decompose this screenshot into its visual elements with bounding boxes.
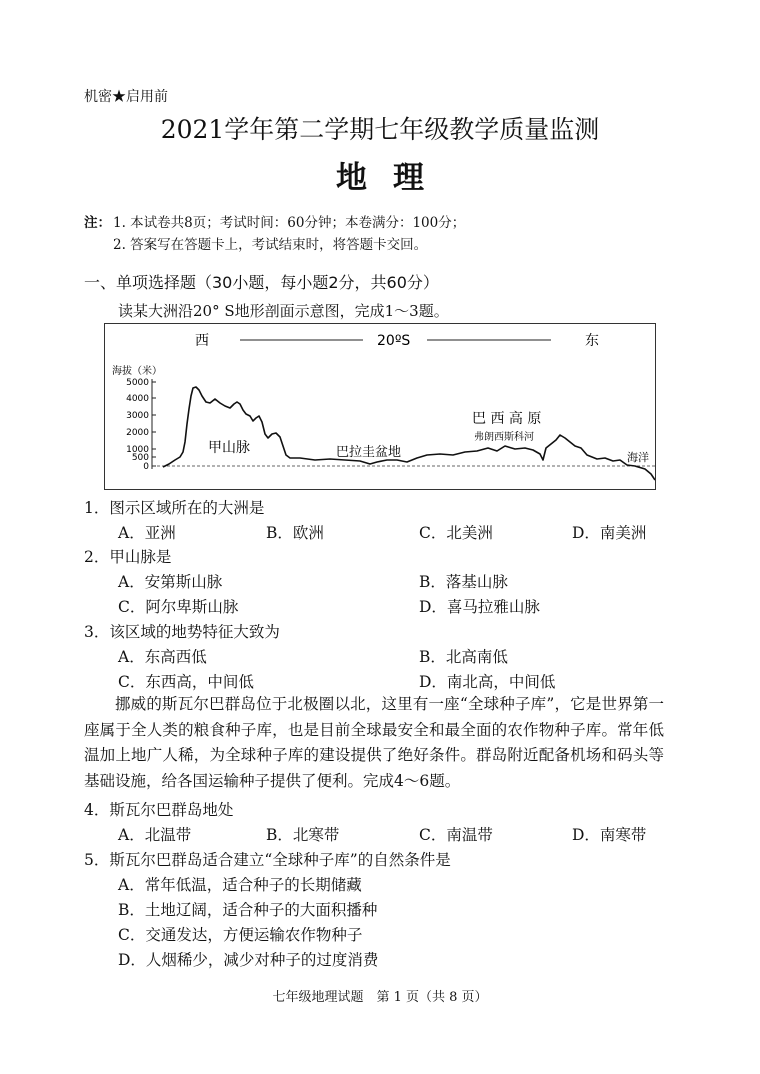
basin-label: 巴拉圭盆地 [336,445,402,460]
river-label: 弗朗西斯科河 [474,432,534,443]
notes-line-1: 1. 本试卷共8页；考试时间：60分钟；本卷满分：100分； [113,215,466,231]
question-3-option-d: D．南北高，中间低 [419,673,556,691]
question-3-option-a: A．东高西低 [118,648,207,666]
plateau-label: 巴 西 高 原 [472,411,542,427]
question-4-option-c: C．南温带 [419,826,493,844]
axis-title: 海拔（米） [112,366,162,377]
tick-label-2000: 2000 [126,428,149,438]
question-5-stem: 5．斯瓦尔巴群岛适合建立“全球种子库”的自然条件是 [84,851,451,869]
question-3-stem: 3．该区域的地势特征大致为 [84,623,280,641]
east-label: 东 [585,333,599,349]
latitude-label: 20ºS [377,333,411,349]
question-2-option-a: A．安第斯山脉 [118,573,223,591]
subject-title: 地理 [336,160,450,196]
west-label: 西 [195,333,209,349]
section-heading: 一、单项选择题（30小题，每小题2分，共60分） [84,273,439,292]
question-2-stem: 2．甲山脉是 [84,548,172,566]
tick-label-5000: 5000 [126,378,149,388]
question-5-option-d: D．人烟稀少，减少对种子的过度消费 [118,951,379,969]
question-3-option-b: B．北高南低 [419,648,508,666]
tick-label-0: 0 [143,462,149,472]
question-1-option-d: D．南美洲 [572,524,647,542]
tick-label-4000: 4000 [126,394,149,404]
mountain-label: 甲山脉 [208,440,250,456]
figure-intro: 读某大洲沿20° S地形剖面示意图，完成1～3题。 [118,302,449,320]
question-5-option-c: C．交通发达，方便运输农作物种子 [118,926,363,944]
reading-passage: 挪威的斯瓦尔巴群岛位于北极圈以北，这里有一座“全球种子库”，它是世界第一座属于全人类的粮食种子库，也是目前全球最安全和最全面的农作物种子库。常年低温加上地广人稀，为全球种子库的建设提供了绝好条件。群岛附近配备机场和码头等基础设施，给各国运输种子提供了便利。完成4～6题。 [84,695,664,791]
terrain-profile-figure [104,323,656,490]
question-4-option-a: A．北温带 [118,826,192,844]
question-4-option-d: D．南寒带 [572,826,647,844]
page-footer: 七年级地理试题 第 1 页（共 8 页） [272,990,488,1005]
question-4-option-b: B．北寒带 [266,826,340,844]
question-1-stem: 1．图示区域所在的大洲是 [84,499,265,517]
question-1-option-b: B．欧洲 [266,524,324,542]
question-2-option-b: B．落基山脉 [419,573,508,591]
question-5-option-a: A．常年低温，适合种子的长期储藏 [118,876,362,894]
question-4-stem: 4．斯瓦尔巴群岛地处 [84,801,234,819]
notes-prefix: 注： [84,215,111,231]
exam-title: 2021学年第二学期七年级教学质量监测 [160,115,600,144]
question-2-option-c: C．阿尔卑斯山脉 [118,598,239,616]
question-5-option-b: B．土地辽阔，适合种子的大面积播种 [118,901,378,919]
question-3-option-c: C．东西高，中间低 [118,673,254,691]
terrain-profile-svg [105,324,655,489]
notes-line-2: 2. 答案写在答题卡上，考试结束时，将答题卡交回。 [113,237,428,253]
confidential-label: 机密★启用前 [84,89,168,105]
ocean-label: 海洋 [627,451,649,464]
question-1-option-a: A．亚洲 [118,524,176,542]
question-1-option-c: C．北美洲 [419,524,493,542]
question-2-option-d: D．喜马拉雅山脉 [419,598,540,616]
tick-label-500: 500 [131,453,149,463]
tick-label-3000: 3000 [126,411,149,421]
tick-label-1000: 1000 [126,445,149,455]
